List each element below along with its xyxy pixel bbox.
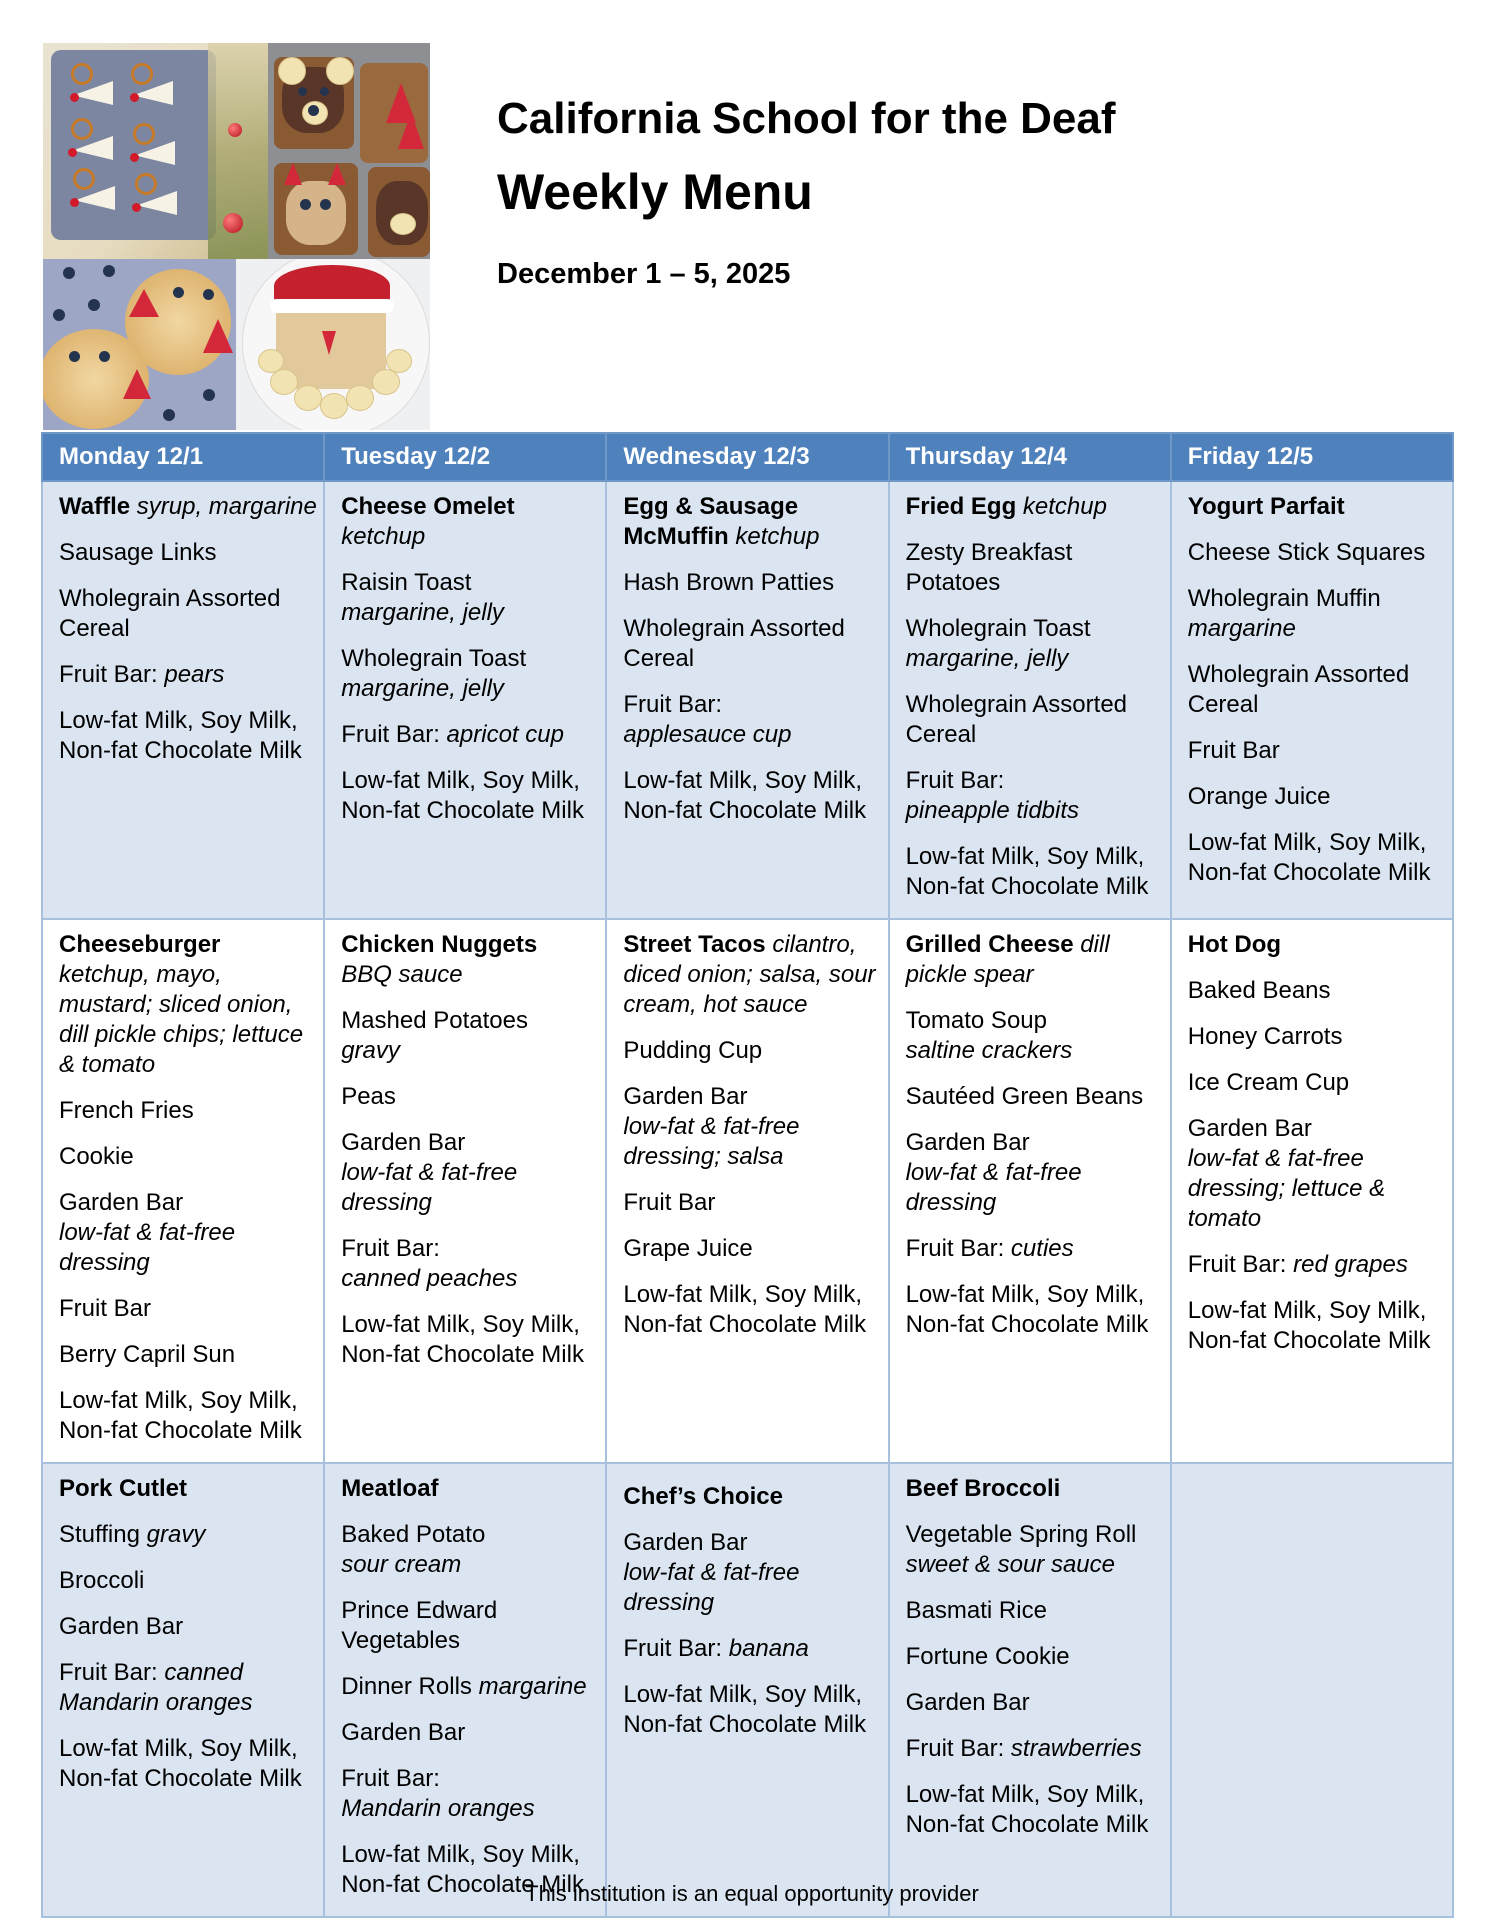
item-name: Chicken Nuggets <box>341 931 538 958</box>
menu-row-lunch <box>42 919 1453 1463</box>
item-condiments: margarine, jelly <box>341 675 504 702</box>
menu-cell-thursday-lunch <box>889 919 1171 1463</box>
item-name: Fruit Bar: <box>341 1765 440 1792</box>
item-name: Fruit Bar: <box>1187 1251 1294 1278</box>
menu-item <box>1188 660 1448 720</box>
item-name: Fruit Bar: <box>59 661 165 688</box>
food-photo-collage <box>43 43 430 430</box>
menu-item <box>341 1082 601 1112</box>
item-name: Street Tacos <box>623 931 766 958</box>
menu-item <box>623 1234 883 1264</box>
entree-item <box>59 492 319 522</box>
item-name: Fruit Bar: <box>341 1235 440 1262</box>
menu-item <box>1188 736 1448 766</box>
item-name: Peas <box>341 1083 396 1110</box>
santa-pancake-photo <box>236 259 430 430</box>
item-name: Honey Carrots <box>1187 1023 1343 1050</box>
menu-item <box>906 1642 1166 1672</box>
item-name: Garden Bar <box>1187 1115 1312 1142</box>
item-name: Fruit Bar: <box>341 721 447 748</box>
menu-cell-monday-lunch <box>42 919 324 1463</box>
item-name: Cheese Stick Squares <box>1187 539 1426 566</box>
item-name: Wholegrain Assorted Cereal <box>1187 661 1410 718</box>
item-condiments: gravy <box>341 1037 400 1064</box>
item-name: Vegetable Spring Roll <box>905 1521 1137 1548</box>
item-condiments: red grapes <box>1293 1251 1408 1278</box>
item-name: Low-fat Milk, Soy Milk, Non-fat Chocolate Milk <box>341 1311 584 1368</box>
item-name: Raisin Toast <box>341 569 472 596</box>
menu-item <box>59 1340 319 1370</box>
entree-item <box>906 1474 1166 1504</box>
item-name: Cookie <box>59 1143 134 1170</box>
menu-item <box>341 1128 601 1218</box>
item-name: Wholegrain Assorted Cereal <box>905 691 1128 748</box>
menu-item <box>906 1596 1166 1626</box>
item-name: Garden Bar <box>341 1719 466 1746</box>
menu-item <box>906 1128 1166 1218</box>
menu-item <box>906 1280 1166 1340</box>
menu-item <box>1188 1296 1448 1356</box>
item-name: Fortune Cookie <box>905 1643 1070 1670</box>
item-condiments: apricot cup <box>446 721 564 748</box>
item-name: Garden Bar <box>905 1689 1030 1716</box>
item-name: Baked Potato <box>341 1521 486 1548</box>
menu-item <box>59 1386 319 1446</box>
item-condiments: canned Mandarin oranges <box>59 1659 253 1716</box>
item-condiments: low-fat & fat-free dressing; lettuce & tomato <box>1187 1145 1386 1232</box>
item-name: Dinner Rolls <box>341 1673 479 1700</box>
item-name: Fruit Bar: <box>623 691 723 718</box>
menu-item <box>906 538 1166 598</box>
menu-cell-tuesday-dinner <box>324 1463 606 1917</box>
item-condiments: strawberries <box>1010 1735 1142 1762</box>
menu-item <box>623 766 883 826</box>
menu-item <box>341 644 601 704</box>
day-header-wednesday: Wednesday 12/3 <box>606 433 888 481</box>
menu-item <box>341 1310 601 1370</box>
item-name: Wholegrain Assorted Cereal <box>59 585 281 642</box>
menu-item <box>906 1234 1166 1264</box>
entree-item <box>906 930 1166 990</box>
item-name: Fruit Bar: <box>623 1635 729 1662</box>
item-name: Low-fat Milk, Soy Milk, Non-fat Chocolate Milk <box>905 1781 1149 1838</box>
item-name: Baked Beans <box>1187 977 1331 1004</box>
menu-item <box>341 568 601 628</box>
menu-cell-friday-lunch <box>1171 919 1453 1463</box>
item-name: Fruit Bar <box>1187 737 1280 764</box>
item-condiments: ketchup <box>341 523 426 550</box>
day-header-monday: Monday 12/1 <box>42 433 324 481</box>
item-name: Fruit Bar: <box>905 1735 1011 1762</box>
item-name: Pork Cutlet <box>59 1475 188 1502</box>
item-condiments: low-fat & fat-free dressing <box>905 1159 1082 1216</box>
menu-cell-tuesday-breakfast <box>324 481 606 919</box>
item-name: Basmati Rice <box>905 1597 1047 1624</box>
item-name: Low-fat Milk, Soy Milk, Non-fat Chocolate Milk <box>59 1735 302 1792</box>
item-name: Low-fat Milk, Soy Milk, Non-fat Chocolate Milk <box>1187 1297 1431 1354</box>
item-name: Wholegrain Muffin <box>1187 585 1381 612</box>
item-name: Waffle <box>59 493 131 520</box>
item-condiments: canned peaches <box>341 1265 518 1292</box>
menu-item <box>59 1520 319 1550</box>
item-name: Fruit Bar <box>623 1189 716 1216</box>
item-condiments: dill pickle spear <box>905 931 1110 988</box>
item-condiments: margarine, jelly <box>905 645 1069 672</box>
menu-cell-friday-dinner <box>1171 1463 1453 1917</box>
item-name: Cheese Omelet <box>341 493 515 520</box>
menu-item <box>59 1566 319 1596</box>
item-name: Low-fat Milk, Soy Milk, Non-fat Chocolate Milk <box>623 1681 867 1738</box>
menu-cell-monday-breakfast <box>42 481 324 919</box>
menu-cell-monday-dinner <box>42 1463 324 1917</box>
item-name: Grape Juice <box>623 1235 753 1262</box>
item-name: Tomato Soup <box>905 1007 1047 1034</box>
entree-item <box>623 1482 883 1512</box>
item-condiments: pears <box>164 661 225 688</box>
item-name: Grilled Cheese <box>905 931 1074 958</box>
item-condiments: sour cream <box>341 1551 462 1578</box>
item-condiments: sweet & sour sauce <box>905 1551 1115 1578</box>
item-name: Low-fat Milk, Soy Milk, Non-fat Chocolate Milk <box>623 1281 867 1338</box>
menu-item <box>59 1612 319 1642</box>
menu-item <box>1188 1068 1448 1098</box>
item-name: Low-fat Milk, Soy Milk, Non-fat Chocolate Milk <box>59 1387 302 1444</box>
school-name: California School for the Deaf <box>497 94 1116 143</box>
entree-item <box>341 1474 601 1504</box>
menu-item <box>906 1734 1166 1764</box>
cheese-mice-photo <box>43 43 268 259</box>
menu-item <box>341 1234 601 1294</box>
item-condiments: applesauce cup <box>623 721 792 748</box>
date-range: December 1 – 5, 2025 <box>497 258 791 290</box>
menu-item <box>906 1006 1166 1066</box>
item-name: Fruit Bar: <box>905 1235 1011 1262</box>
entree-item <box>623 930 883 1020</box>
equal-opportunity-statement: This institution is an equal opportunity provider <box>525 1881 979 1906</box>
menu-item <box>59 1294 319 1324</box>
item-condiments: Mandarin oranges <box>341 1795 535 1822</box>
item-name: Orange Juice <box>1187 783 1331 810</box>
animal-toast-photo <box>268 43 430 259</box>
item-condiments: low-fat & fat-free dressing <box>623 1559 800 1616</box>
item-name: Zesty Breakfast Potatoes <box>905 539 1073 596</box>
entree-item <box>1188 492 1448 522</box>
item-condiments: cuties <box>1010 1235 1074 1262</box>
item-name: Fruit Bar <box>59 1295 152 1322</box>
item-name: Ice Cream Cup <box>1187 1069 1350 1096</box>
item-name: Low-fat Milk, Soy Milk, Non-fat Chocolate Milk <box>341 767 584 824</box>
menu-item <box>59 1658 319 1718</box>
item-name: Broccoli <box>59 1567 145 1594</box>
menu-item <box>59 538 319 568</box>
menu-item <box>59 1096 319 1126</box>
item-name: Garden Bar <box>623 1083 748 1110</box>
item-name: Prince Edward Vegetables <box>341 1597 498 1654</box>
item-condiments: ketchup <box>1016 493 1107 520</box>
menu-item <box>1188 1250 1448 1280</box>
item-condiments: syrup, margarine <box>130 493 317 520</box>
item-condiments: cilantro, diced onion; salsa, sour cream, hot sauce <box>623 931 876 1018</box>
item-name: Cheeseburger <box>59 931 221 958</box>
item-condiments: gravy <box>146 1521 206 1548</box>
menu-row-breakfast <box>42 481 1453 919</box>
item-name: Wholegrain Toast <box>905 615 1091 642</box>
day-header-thursday: Thursday 12/4 <box>889 433 1171 481</box>
day-header-friday: Friday 12/5 <box>1171 433 1453 481</box>
item-name: Wholegrain Assorted Cereal <box>623 615 845 672</box>
item-name: Fried Egg <box>905 493 1017 520</box>
entree-item <box>59 1474 319 1504</box>
menu-item <box>341 1520 601 1580</box>
menu-cell-friday-breakfast <box>1171 481 1453 919</box>
item-name: Sautéed Green Beans <box>905 1083 1144 1110</box>
menu-cell-wednesday-dinner <box>606 1463 888 1917</box>
item-name: Meatloaf <box>341 1475 439 1502</box>
menu-item <box>906 842 1166 902</box>
item-condiments: margarine, jelly <box>341 599 504 626</box>
item-name: Yogurt Parfait <box>1187 493 1345 520</box>
item-name: Chef’s Choice <box>623 1483 783 1510</box>
item-name: Stuffing <box>59 1521 147 1548</box>
item-name: Beef Broccoli <box>905 1475 1061 1502</box>
menu-item <box>906 1520 1166 1580</box>
page-title: Weekly Menu <box>497 164 813 220</box>
menu-item <box>341 1596 601 1656</box>
menu-item <box>906 1688 1166 1718</box>
menu-item <box>906 614 1166 674</box>
item-name: Hash Brown Patties <box>623 569 835 596</box>
menu-item <box>59 584 319 644</box>
menu-item <box>59 1188 319 1278</box>
item-name: Garden Bar <box>59 1613 184 1640</box>
item-condiments: saltine crackers <box>905 1037 1073 1064</box>
item-name: Pudding Cup <box>623 1037 763 1064</box>
menu-item <box>341 1672 601 1702</box>
item-condiments: BBQ sauce <box>341 961 463 988</box>
entree-item <box>341 930 601 990</box>
item-condiments: ketchup, mayo, mustard; sliced onion, dill pickle chips; lettuce & tomato <box>59 961 304 1078</box>
menu-cell-wednesday-breakfast <box>606 481 888 919</box>
menu-item <box>623 1036 883 1066</box>
menu-item <box>1188 1022 1448 1052</box>
menu-item <box>1188 584 1448 644</box>
menu-item <box>623 614 883 674</box>
item-condiments: ketchup <box>728 523 820 550</box>
day-header-row <box>42 433 1453 481</box>
item-name: Fruit Bar: <box>905 767 1005 794</box>
item-condiments: banana <box>728 1635 809 1662</box>
item-name: Low-fat Milk, Soy Milk, Non-fat Chocolate Milk <box>59 707 302 764</box>
menu-item <box>623 568 883 598</box>
menu-item <box>906 766 1166 826</box>
menu-item <box>1188 1114 1448 1234</box>
item-condiments: margarine <box>1187 615 1296 642</box>
item-name: Low-fat Milk, Soy Milk, Non-fat Chocolate Milk <box>1187 829 1431 886</box>
menu-item <box>623 1082 883 1172</box>
item-name: Low-fat Milk, Soy Milk, Non-fat Chocolate Milk <box>623 767 867 824</box>
item-name: Mashed Potatoes <box>341 1007 528 1034</box>
item-name: Hot Dog <box>1187 931 1282 958</box>
menu-cell-thursday-breakfast <box>889 481 1171 919</box>
entree-item <box>341 492 601 552</box>
item-condiments: low-fat & fat-free dressing; salsa <box>623 1113 800 1170</box>
item-name: Garden Bar <box>905 1129 1030 1156</box>
item-name: Low-fat Milk, Soy Milk, Non-fat Chocolate Milk <box>905 843 1149 900</box>
menu-item <box>906 690 1166 750</box>
menu-item <box>1188 976 1448 1006</box>
item-name: Garden Bar <box>623 1529 748 1556</box>
menu-item <box>1188 538 1448 568</box>
item-condiments: pineapple tidbits <box>905 797 1080 824</box>
entree-item <box>59 930 319 1080</box>
menu-item <box>623 690 883 750</box>
item-name: Berry Capril Sun <box>59 1341 236 1368</box>
menu-item <box>623 1634 883 1664</box>
item-name: French Fries <box>59 1097 194 1124</box>
item-name: Wholegrain Toast <box>341 645 527 672</box>
menu-item <box>623 1528 883 1618</box>
item-name: Fruit Bar: <box>59 1659 165 1686</box>
menu-cell-thursday-dinner <box>889 1463 1171 1917</box>
item-name: Garden Bar <box>341 1129 466 1156</box>
item-name: Low-fat Milk, Soy Milk, Non-fat Chocolate Milk <box>341 1841 584 1898</box>
menu-item <box>623 1188 883 1218</box>
menu-item <box>59 1734 319 1794</box>
menu-item <box>623 1680 883 1740</box>
menu-item <box>341 1006 601 1066</box>
item-condiments: low-fat & fat-free dressing <box>341 1159 518 1216</box>
day-header-tuesday: Tuesday 12/2 <box>324 433 606 481</box>
menu-item <box>341 1718 601 1748</box>
owl-pancakes-photo <box>43 259 236 430</box>
item-name: Sausage Links <box>59 539 217 566</box>
menu-item <box>59 706 319 766</box>
menu-item <box>341 1764 601 1824</box>
item-name: Egg & Sausage McMuffin <box>623 493 799 550</box>
menu-item <box>623 1280 883 1340</box>
menu-cell-wednesday-lunch <box>606 919 888 1463</box>
menu-item <box>1188 782 1448 812</box>
entree-item <box>623 492 883 552</box>
menu-cell-tuesday-lunch <box>324 919 606 1463</box>
item-condiments: margarine <box>478 1673 587 1700</box>
menu-item <box>59 1142 319 1172</box>
menu-item <box>341 720 601 750</box>
item-name: Low-fat Milk, Soy Milk, Non-fat Chocolate Milk <box>905 1281 1149 1338</box>
item-condiments: low-fat & fat-free dressing <box>59 1219 236 1276</box>
entree-item <box>906 492 1166 522</box>
menu-item <box>906 1780 1166 1840</box>
weekly-menu-table <box>41 432 1454 1918</box>
menu-item <box>59 660 319 690</box>
menu-row-dinner <box>42 1463 1453 1917</box>
item-name: Garden Bar <box>59 1189 184 1216</box>
menu-item <box>906 1082 1166 1112</box>
entree-item <box>1188 930 1448 960</box>
menu-item <box>341 766 601 826</box>
menu-item <box>1188 828 1448 888</box>
